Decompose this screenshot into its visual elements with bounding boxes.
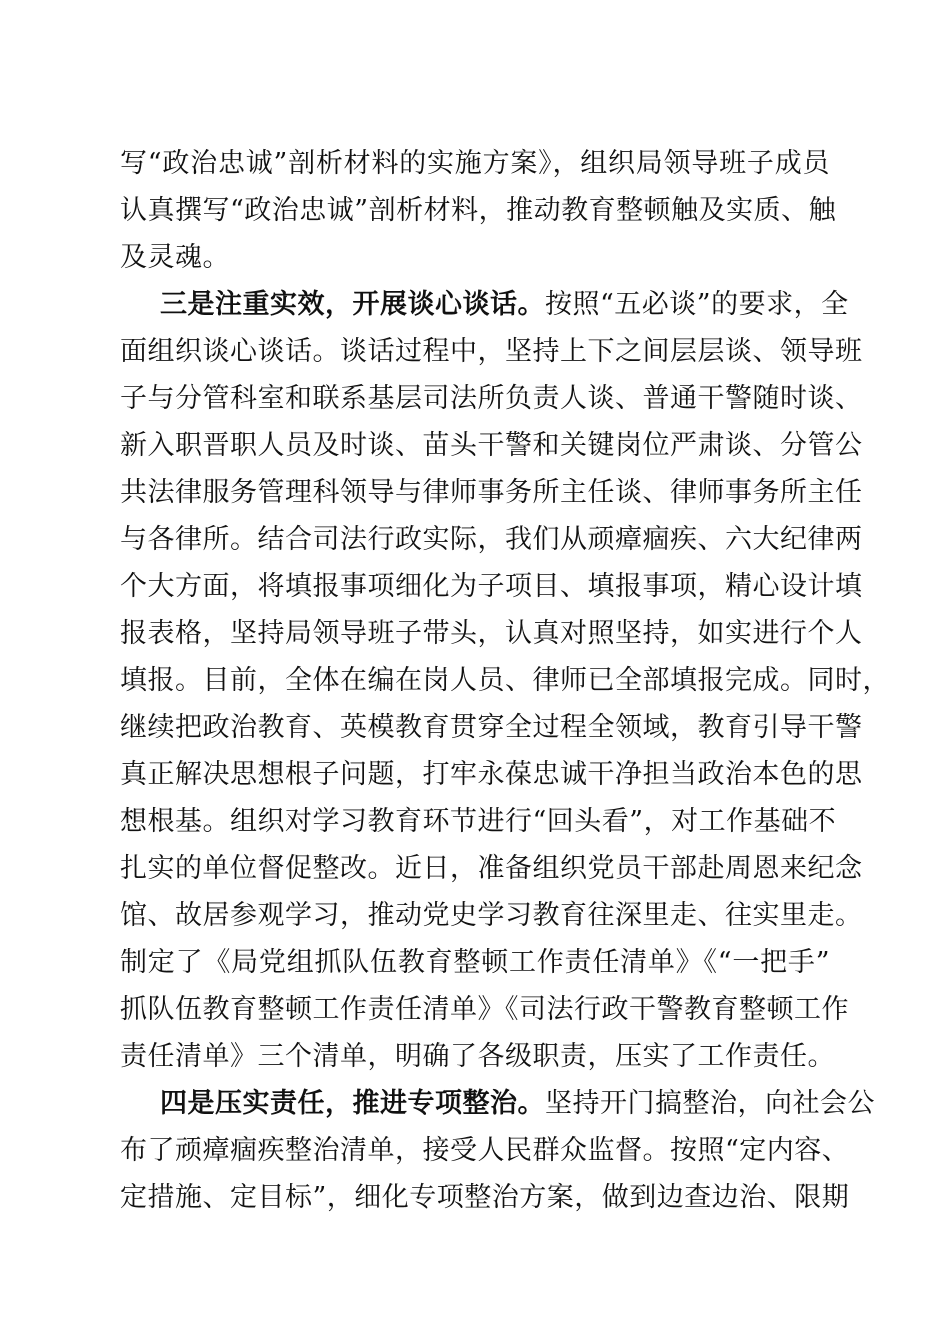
heading-four: 四是压实责任，推进专项整治。 — [160, 1088, 545, 1119]
text-line-7: 新入职晋职人员及时谈、苗头干警和关键岗位严肃谈、分管公 — [120, 430, 863, 461]
text-line-13: 继续把政治教育、英模教育贯穿全过程全领域，教育引导干警 — [120, 712, 863, 743]
paragraph-three-first-line — [160, 286, 849, 324]
text-line-5: 面组织谈心谈话。谈话过程中，坚持上下之间层层谈、领导班 — [120, 336, 863, 367]
text-line-10: 个大方面，将填报事项细化为子项目、填报事项，精心设计填 — [120, 571, 863, 602]
paragraph-four-first-line — [160, 1085, 875, 1123]
text-line-18: 制定了《局党组抓队伍教育整顿工作责任清单》《“一把手” — [120, 947, 830, 978]
heading-three-rest: 按照“五必谈”的要求，全 — [545, 289, 849, 320]
text-line-1: 写“政治忠诚”剖析材料的实施方案》，组织局领导班子成员 — [120, 148, 830, 179]
text-line-9: 与各律所。结合司法行政实际，我们从顽瘴痼疾、六大纪律两 — [120, 524, 863, 555]
text-line-22: 布了顽瘴痼疾整治清单，接受人民群众监督。按照“定内容、 — [120, 1135, 850, 1166]
text-line-11: 报表格，坚持局领导班子带头，认真对照坚持，如实进行个人 — [120, 618, 863, 649]
text-line-8: 共法律服务管理科领导与律师事务所主任谈、律师事务所主任 — [120, 477, 863, 508]
text-line-20: 责任清单》三个清单，明确了各级职责，压实了工作责任。 — [120, 1041, 835, 1072]
text-line-15: 想根基。组织对学习教育环节进行“回头看”，对工作基础不 — [120, 806, 837, 837]
text-line-12: 填报。目前，全体在编在岗人员、律师已全部填报完成。同时， — [120, 665, 890, 696]
heading-three: 三是注重实效，开展谈心谈话。 — [160, 289, 545, 320]
heading-four-rest: 坚持开门搞整治，向社会公 — [545, 1088, 875, 1119]
text-line-14: 真正解决思想根子问题，打牢永葆忠诚干净担当政治本色的思 — [120, 759, 863, 790]
text-line-17: 馆、故居参观学习，推动党史学习教育往深里走、往实里走。 — [120, 900, 863, 931]
text-line-16: 扎实的单位督促整改。近日，准备组织党员干部赴周恩来纪念 — [120, 853, 863, 884]
text-line-19: 抓队伍教育整顿工作责任清单》《司法行政干警教育整顿工作 — [120, 994, 849, 1025]
text-line-2: 认真撰写“政治忠诚”剖析材料，推动教育整顿触及实质、触 — [120, 195, 837, 226]
text-line-3: 及灵魂。 — [120, 242, 230, 273]
text-line-23: 定措施、定目标”，细化专项整治方案，做到边查边治、限期 — [120, 1182, 850, 1213]
text-line-6: 子与分管科室和联系基层司法所负责人谈、普通干警随时谈、 — [120, 383, 863, 414]
